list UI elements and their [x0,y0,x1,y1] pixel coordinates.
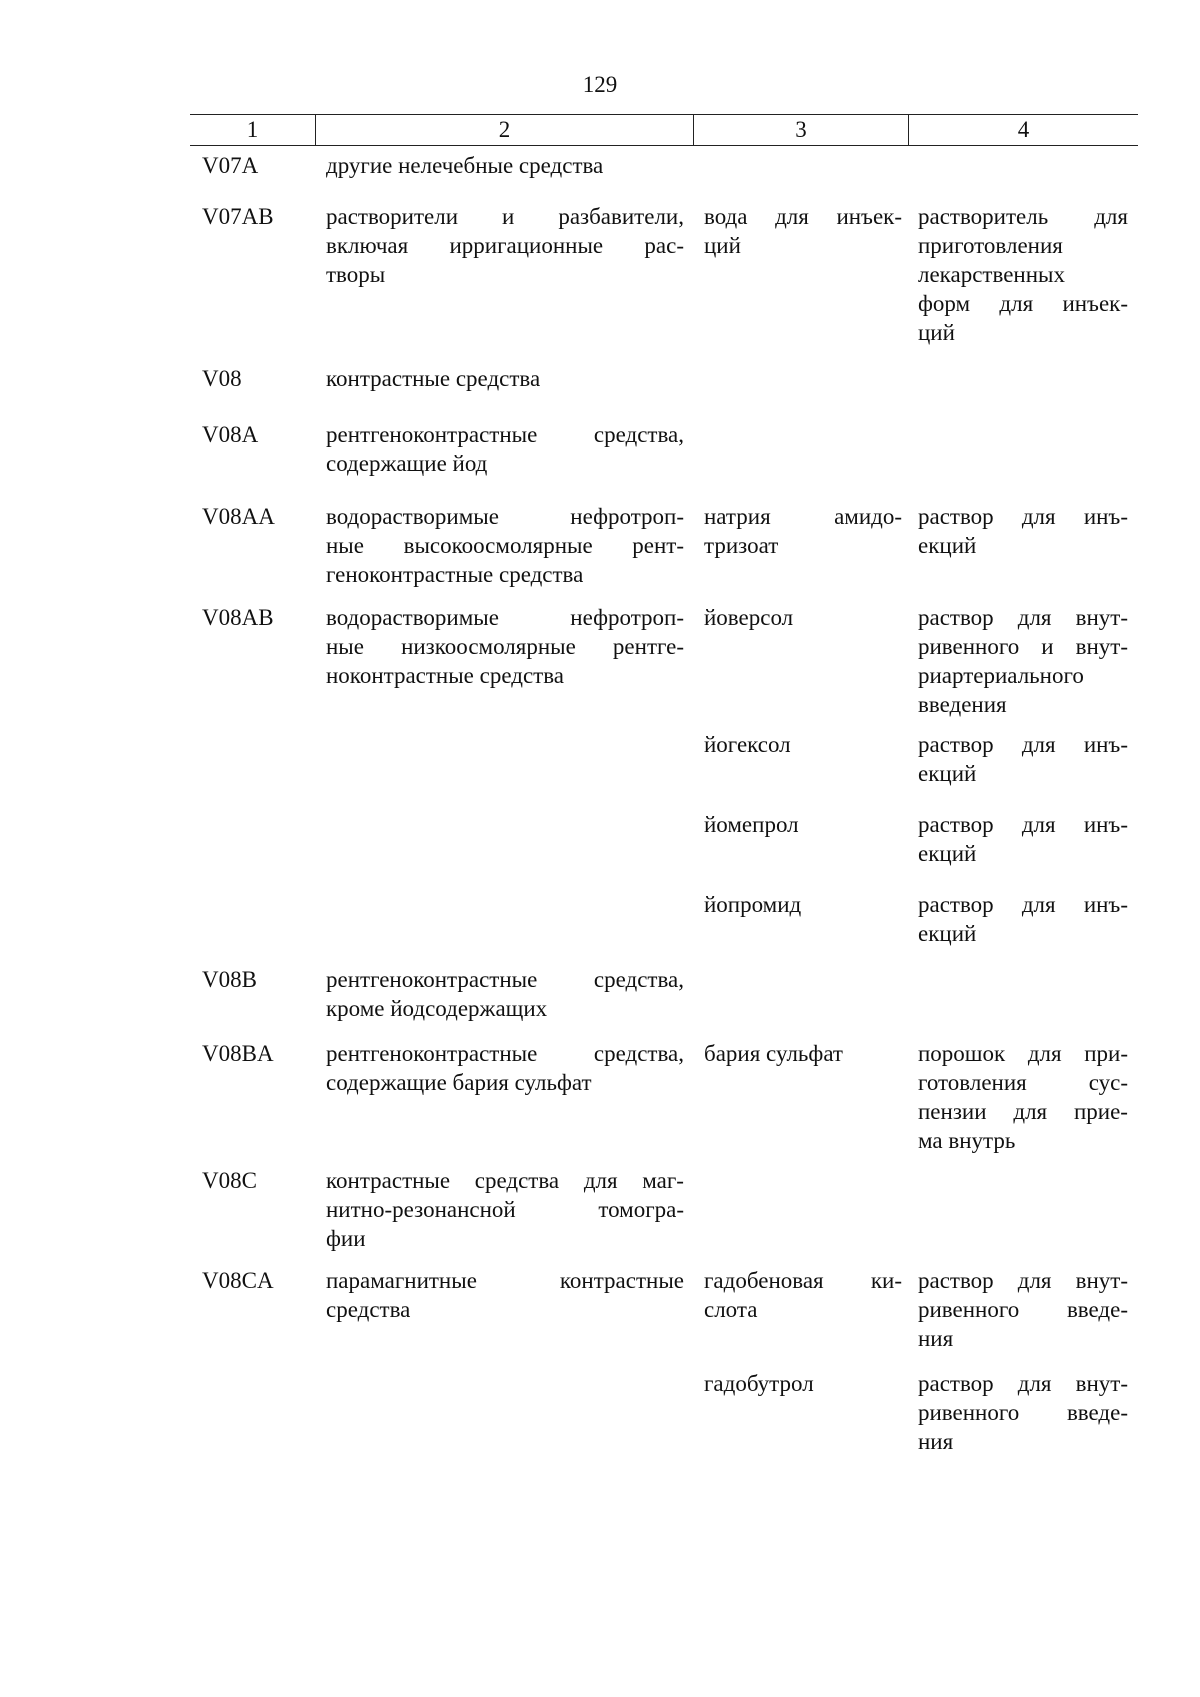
drug-cell [704,890,902,919]
cell-line: рентгеноконтрастные средства, [326,1041,684,1066]
cell-line: ций [918,320,955,345]
cell-line: риартериального [918,663,1084,688]
cell-line: растворитель для [918,204,1128,229]
cell-line: рентгеноконтрастные средства, [326,422,684,447]
cell-line: ноконтрастные средства [326,663,564,688]
group-cell [326,151,684,180]
cell-line: готовления сус- [918,1070,1128,1095]
cell-line: бария сульфат [704,1041,843,1066]
cell-line: приготовления [918,233,1063,258]
cell-line: другие нелечебные средства [326,153,604,178]
cell-line: пензии для прие- [918,1099,1128,1124]
group-cell [326,1039,684,1097]
cell-line: гадобеновая ки- [704,1268,902,1293]
cell-line: ций [704,233,741,258]
cell-line: нитно-резонансной томогра- [326,1197,684,1222]
cell-line: содержащие бария сульфат [326,1070,592,1095]
cell-line: раствор для внут- [918,605,1128,630]
form-cell [918,1266,1128,1353]
cell-line: ривенного введе- [918,1400,1128,1425]
cell-line: содержащие йод [326,451,488,476]
group-cell [326,1166,684,1253]
group-cell [326,364,684,393]
drug-cell [704,1369,902,1398]
cell-line: ривенного введе- [918,1297,1128,1322]
cell-line: ма внутрь [918,1128,1016,1153]
drug-cell [704,1039,902,1068]
cell-line: тризоат [704,533,779,558]
drug-cell [704,502,902,560]
header-col-3: 3 [693,115,908,145]
cell-line: порошок для при- [918,1041,1128,1066]
form-cell [918,1369,1128,1456]
cell-line: ривенного и внут- [918,634,1128,659]
cell-line: средства [326,1297,411,1322]
drug-cell [704,810,902,839]
cell-line: лекарственных [918,262,1065,287]
code-cell: V08BA [202,1041,274,1066]
cell-line: натрия амидо- [704,504,902,529]
header-col-2: 2 [315,115,693,145]
form-cell [918,603,1128,719]
code-cell: V07A [202,153,259,178]
code-cell: V08AB [202,605,274,630]
code-cell: V08 [202,366,242,391]
cell-line: вода для инъек- [704,204,902,229]
code-cell: V08AA [202,504,275,529]
group-cell [326,502,684,589]
group-cell [326,1266,684,1324]
cell-line: йопромид [704,892,802,917]
cell-line: екций [918,533,977,558]
code-cell: V08B [202,967,257,992]
group-cell [326,420,684,478]
cell-line: контрастные средства [326,366,541,391]
cell-line: творы [326,262,386,287]
code-cell: V08A [202,422,259,447]
cell-line: ные низкоосмолярные рентге- [326,634,684,659]
cell-line: рентгеноконтрастные средства, [326,967,684,992]
cell-line: растворители и разбавители, [326,204,684,229]
cell-line: екций [918,761,977,786]
drug-cell [704,603,902,632]
cell-line: йогексол [704,732,791,757]
drug-cell [704,730,902,759]
form-cell [918,202,1128,347]
cell-line: контрастные средства для маг- [326,1168,684,1193]
cell-line: раствор для внут- [918,1268,1128,1293]
cell-line: раствор для инъ- [918,504,1128,529]
form-cell [918,890,1128,948]
cell-line: форм для инъек- [918,291,1128,316]
header-col-4: 4 [908,115,1138,145]
drug-cell [704,1266,902,1324]
code-cell: V08C [202,1168,257,1193]
cell-line: раствор для инъ- [918,892,1128,917]
cell-line: екций [918,921,977,946]
group-cell [326,202,684,289]
form-cell [918,730,1128,788]
cell-line: введения [918,692,1007,717]
group-cell [326,965,684,1023]
form-cell [918,1039,1128,1155]
cell-line: йоверсол [704,605,794,630]
cell-line: гадобутрол [704,1371,814,1396]
cell-line: слота [704,1297,758,1322]
cell-line: ния [918,1326,954,1351]
table-header [190,114,1138,146]
cell-line: раствор для инъ- [918,732,1128,757]
cell-line: парамагнитные контрастные [326,1268,684,1293]
cell-line: водорастворимые нефротроп- [326,605,684,630]
group-cell [326,603,684,690]
cell-line: включая ирригационные рас- [326,233,684,258]
header-col-1: 1 [246,117,259,142]
cell-line: геноконтрастные средства [326,562,584,587]
drug-cell [704,202,902,260]
form-cell [918,502,1128,560]
cell-line: раствор для инъ- [918,812,1128,837]
cell-line: раствор для внут- [918,1371,1128,1396]
code-cell: V07AB [202,204,274,229]
cell-line: ния [918,1429,954,1454]
form-cell [918,810,1128,868]
cell-line: ные высокоосмолярные рент- [326,533,684,558]
cell-line: фии [326,1226,366,1251]
page-number: 129 [582,72,618,97]
code-cell: V08CA [202,1268,274,1293]
cell-line: йомепрол [704,812,799,837]
cell-line: кроме йодсодержащих [326,996,548,1021]
cell-line: водорастворимые нефротроп- [326,504,684,529]
cell-line: екций [918,841,977,866]
